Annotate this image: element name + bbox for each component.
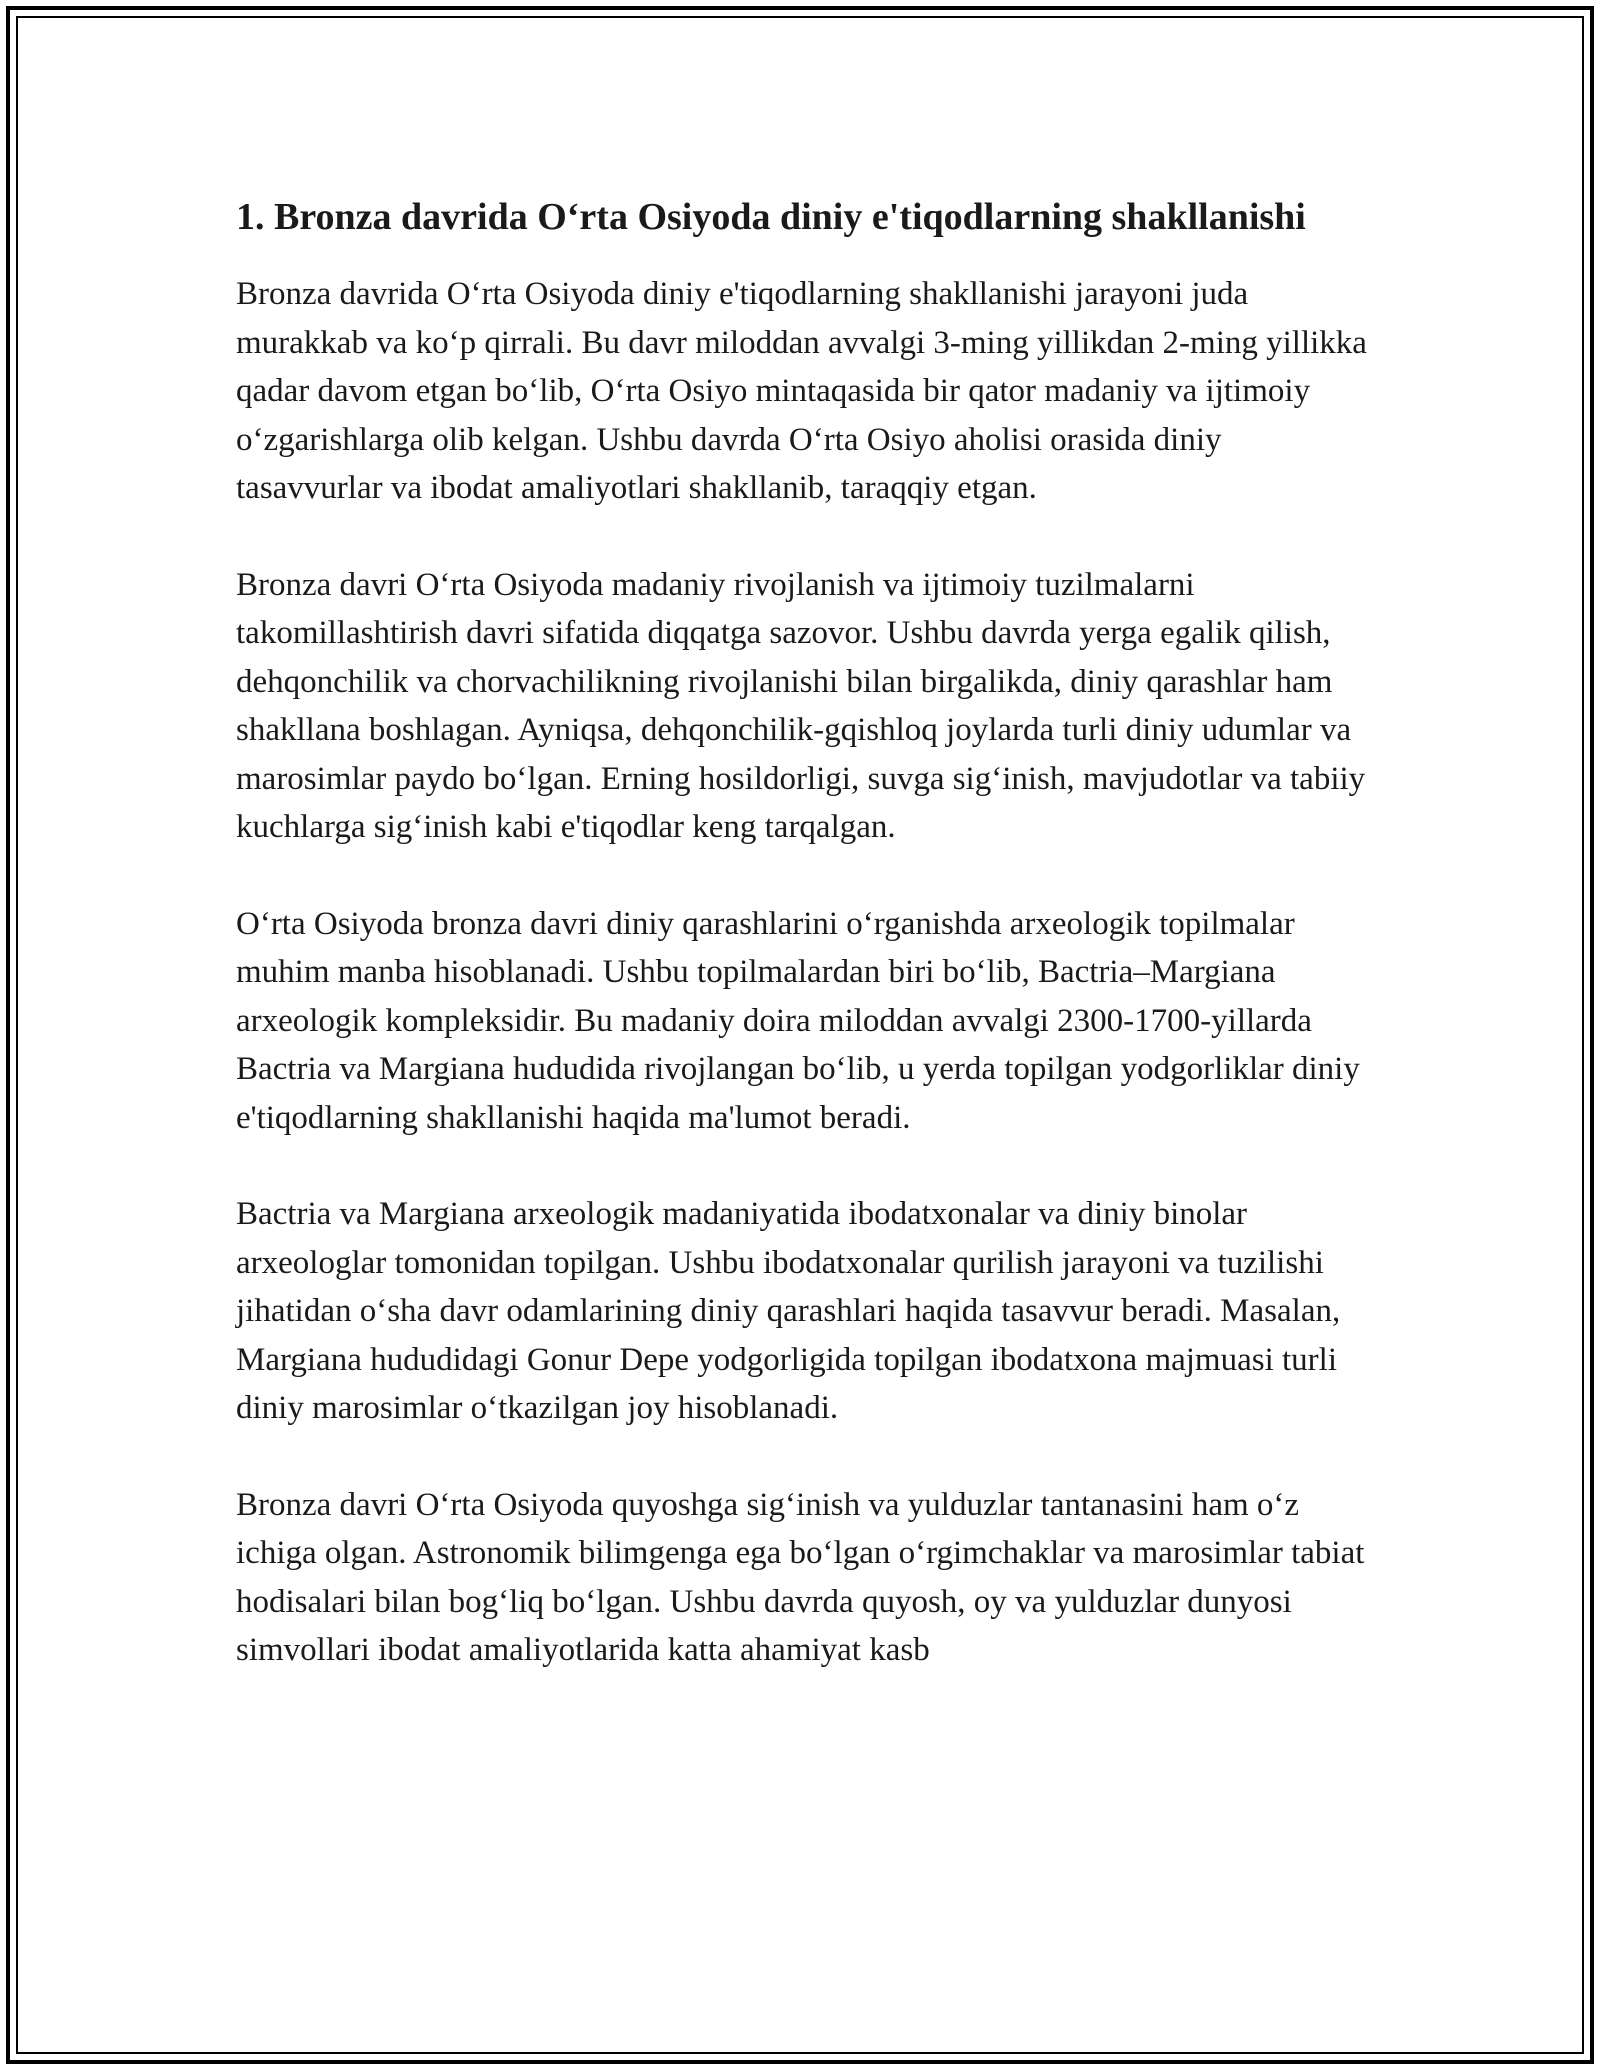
paragraph: Bronza davri O‘rta Osiyoda quyoshga sig‘inish va yulduzlar tantanasini ham o‘z ichiga olgan. Astronomik bilimgenga ega bo‘lgan o‘rgimchaklar va marosimlar tabiat hodisalari bilan bog‘liq bo‘lgan. Ushbu davrda quyosh, oy va yulduzlar dunyosi simvollari ibodat amaliyotlarida katta ahamiyat kasb bbox=[236, 1486, 1365, 1668]
paragraph: O‘rta Osiyoda bronza davri diniy qarashlarini o‘rganishda arxeologik topilmalar muhim manba hisoblanadi. Ushbu topilmalardan biri bo‘lib, Bactria–Margiana arxeologik kompleksidir. Bu madaniy doira miloddan avvalgi 2300-1700-yillarda Bactria va Margiana hududida rivojlangan bo‘lib, u yerda topilgan yodgorliklar diniy e'tiqodlarning shakllanishi haqida ma'lumot beradi. bbox=[236, 905, 1360, 1136]
paragraph: Bronza davri O‘rta Osiyoda madaniy rivojlanish va ijtimoiy tuzilmalarni takomillashtirish davri sifatida diqqatga sazovor. Ushbu davrda yerga egalik qilish, dehqonchilik va chorvachilikning rivojlanishi bilan birgalikda, diniy qarashlar ham shakllana boshlagan. Ayniqsa, dehqonchilik-gqishloq joylarda turli diniy udumlar va marosimlar paydo bo‘lgan. Erning hosildorligi, suvga sig‘inish, mavjudotlar va tabiiy kuchlarga sig‘inish kabi e'tiqodlar keng tarqalgan. bbox=[236, 566, 1366, 845]
section-heading: 1. Bronza davrida O‘rta Osiyoda diniy e'tiqodlarning shakllanishi bbox=[236, 196, 1306, 238]
paragraph: Bactria va Margiana arxeologik madaniyatida ibodatxonalar va diniy binolar arxeologlar tomonidan topilgan. Ushbu ibodatxonalar qurilish jarayoni va tuzilishi jihatidan o‘sha davr odamlarining diniy qarashlari haqida tasavvur beradi. Masalan, Margiana hududidagi Gonur Depe yodgorligida topilgan ibodatxona majmuasi turli diniy marosimlar o‘tkazilgan joy hisoblanadi. bbox=[236, 1196, 1341, 1426]
paragraph: Bronza davrida O‘rta Osiyoda diniy e'tiqodlarning shakllanishi jarayoni juda murakkab va ko‘p qirrali. Bu davr miloddan avvalgi 3-ming yillikdan 2-ming yillikka qadar davom etgan bo‘lib, O‘rta Osiyo mintaqasida bir qator madaniy va ijtimoiy o‘zgarishlarga olib kelgan. Ushbu davrda O‘rta Osiyo aholisi orasida diniy tasavvurlar va ibodat amaliyotlari shakllanib, taraqqiy etgan. bbox=[236, 276, 1367, 506]
document-body bbox=[236, 190, 1376, 1723]
